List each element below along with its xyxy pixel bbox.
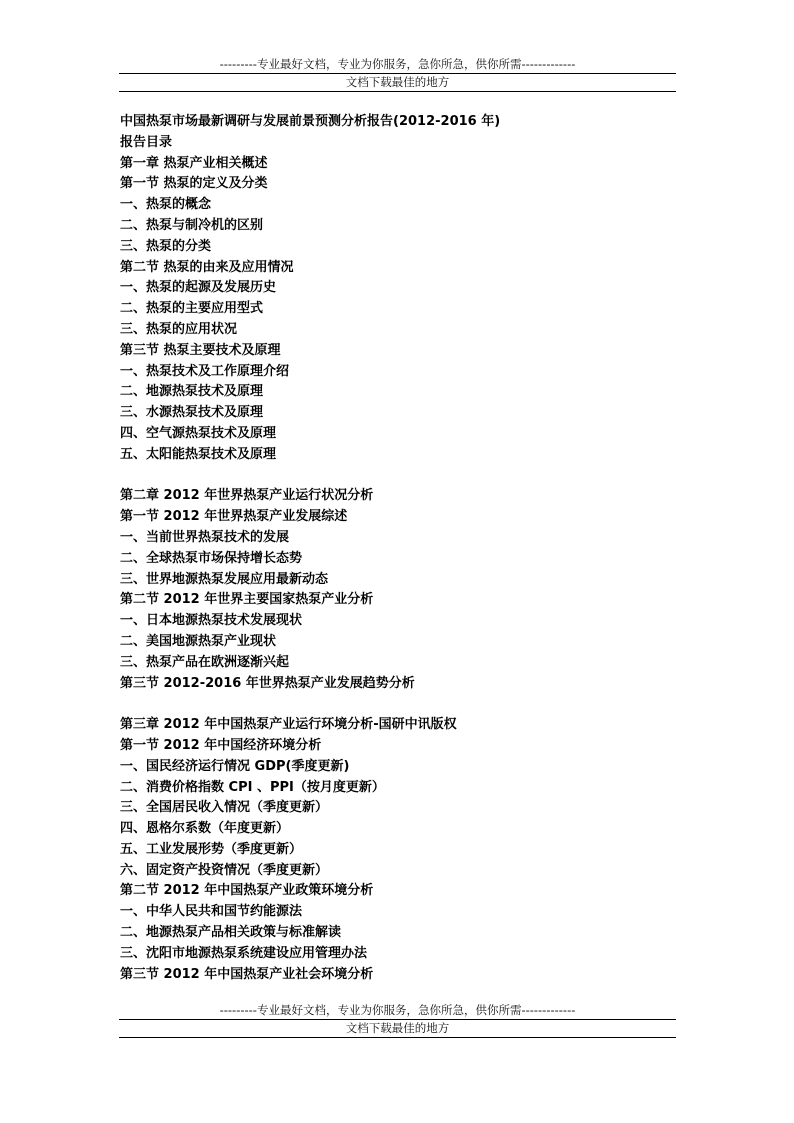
toc-item: 一、热泵技术及工作原理介绍	[120, 363, 290, 379]
section-heading: 第三节 热泵主要技术及原理	[120, 342, 281, 358]
toc-item: 三、热泵产品在欧洲逐渐兴起	[120, 654, 290, 670]
toc-item: 二、热泵与制冷机的区别	[120, 217, 264, 233]
toc-item: 二、地源热泵产品相关政策与标准解读	[120, 925, 342, 941]
section-heading: 第三节 2012 年中国热泵产业社会环境分析	[120, 966, 374, 982]
toc-item: 一、国民经济运行情况 GDP(季度更新)	[120, 758, 350, 774]
toc-item: 六、固定资产投资情况（季度更新）	[120, 862, 329, 878]
section-heading: 第二节 热泵的由来及应用情况	[120, 259, 294, 275]
document-body	[120, 112, 680, 985]
toc-item: 三、世界地源热泵发展应用最新动态	[120, 571, 329, 587]
report-title: 中国热泵市场最新调研与发展前景预测分析报告(2012-2016 年)	[120, 114, 501, 129]
toc-item: 五、太阳能热泵技术及原理	[120, 446, 277, 462]
blank-line	[120, 694, 680, 715]
toc-item: 一、热泵的概念	[120, 197, 212, 213]
toc-item: 二、全球热泵市场保持增长态势	[120, 550, 303, 566]
chapter-heading: 第一章 热泵产业相关概述	[120, 155, 268, 171]
toc-item: 二、美国地源热泵产业现状	[120, 633, 277, 649]
section-heading: 第一节 2012 年世界热泵产业发展综述	[120, 509, 348, 525]
footer-rule-bottom	[119, 1037, 676, 1038]
toc-item: 一、热泵的起源及发展历史	[120, 280, 277, 296]
header-rule-bottom	[119, 91, 676, 92]
footer-subtitle: 文档下载最佳的地方	[345, 1021, 450, 1035]
toc-heading: 报告目录	[120, 134, 173, 150]
page-footer	[119, 1002, 676, 1038]
blank-line	[120, 466, 680, 487]
toc-item: 三、全国居民收入情况（季度更新）	[120, 800, 329, 816]
toc-item: 三、热泵的分类	[120, 238, 212, 254]
footer-tagline: ---------专业最好文档，专业为你服务，急你所急，供你所需-------------	[219, 1003, 576, 1017]
section-heading: 第二节 2012 年中国热泵产业政策环境分析	[120, 883, 374, 899]
header-subtitle: 文档下载最佳的地方	[345, 75, 450, 89]
toc-item: 三、水源热泵技术及原理	[120, 405, 264, 421]
chapter-heading: 第二章 2012 年世界热泵产业运行状况分析	[120, 488, 374, 504]
toc-item: 一、中华人民共和国节约能源法	[120, 904, 303, 920]
section-heading: 第一节 热泵的定义及分类	[120, 176, 268, 192]
section-heading: 第一节 2012 年中国经济环境分析	[120, 737, 322, 753]
toc-item: 三、沈阳市地源热泵系统建设应用管理办法	[120, 945, 368, 961]
toc-item: 四、恩格尔系数（年度更新）	[120, 821, 290, 837]
toc-item: 四、空气源热泵技术及原理	[120, 425, 277, 441]
chapter-heading: 第三章 2012 年中国热泵产业运行环境分析-国研中讯版权	[120, 717, 457, 733]
section-heading: 第二节 2012 年世界主要国家热泵产业分析	[120, 592, 374, 608]
toc-item: 二、消费价格指数 CPI 、PPI（按月度更新）	[120, 779, 385, 795]
toc-item: 三、热泵的应用状况	[120, 321, 238, 337]
toc-item: 二、地源热泵技术及原理	[120, 384, 264, 400]
toc-item: 一、日本地源热泵技术发展现状	[120, 613, 303, 629]
toc-item: 一、当前世界热泵技术的发展	[120, 529, 290, 545]
toc-item: 二、热泵的主要应用型式	[120, 301, 264, 317]
page-header	[119, 56, 676, 92]
header-tagline: ---------专业最好文档，专业为你服务，急你所急，供你所需-------------	[219, 57, 576, 71]
toc-item: 五、工业发展形势（季度更新）	[120, 841, 303, 857]
section-heading: 第三节 2012-2016 年世界热泵产业发展趋势分析	[120, 675, 415, 691]
